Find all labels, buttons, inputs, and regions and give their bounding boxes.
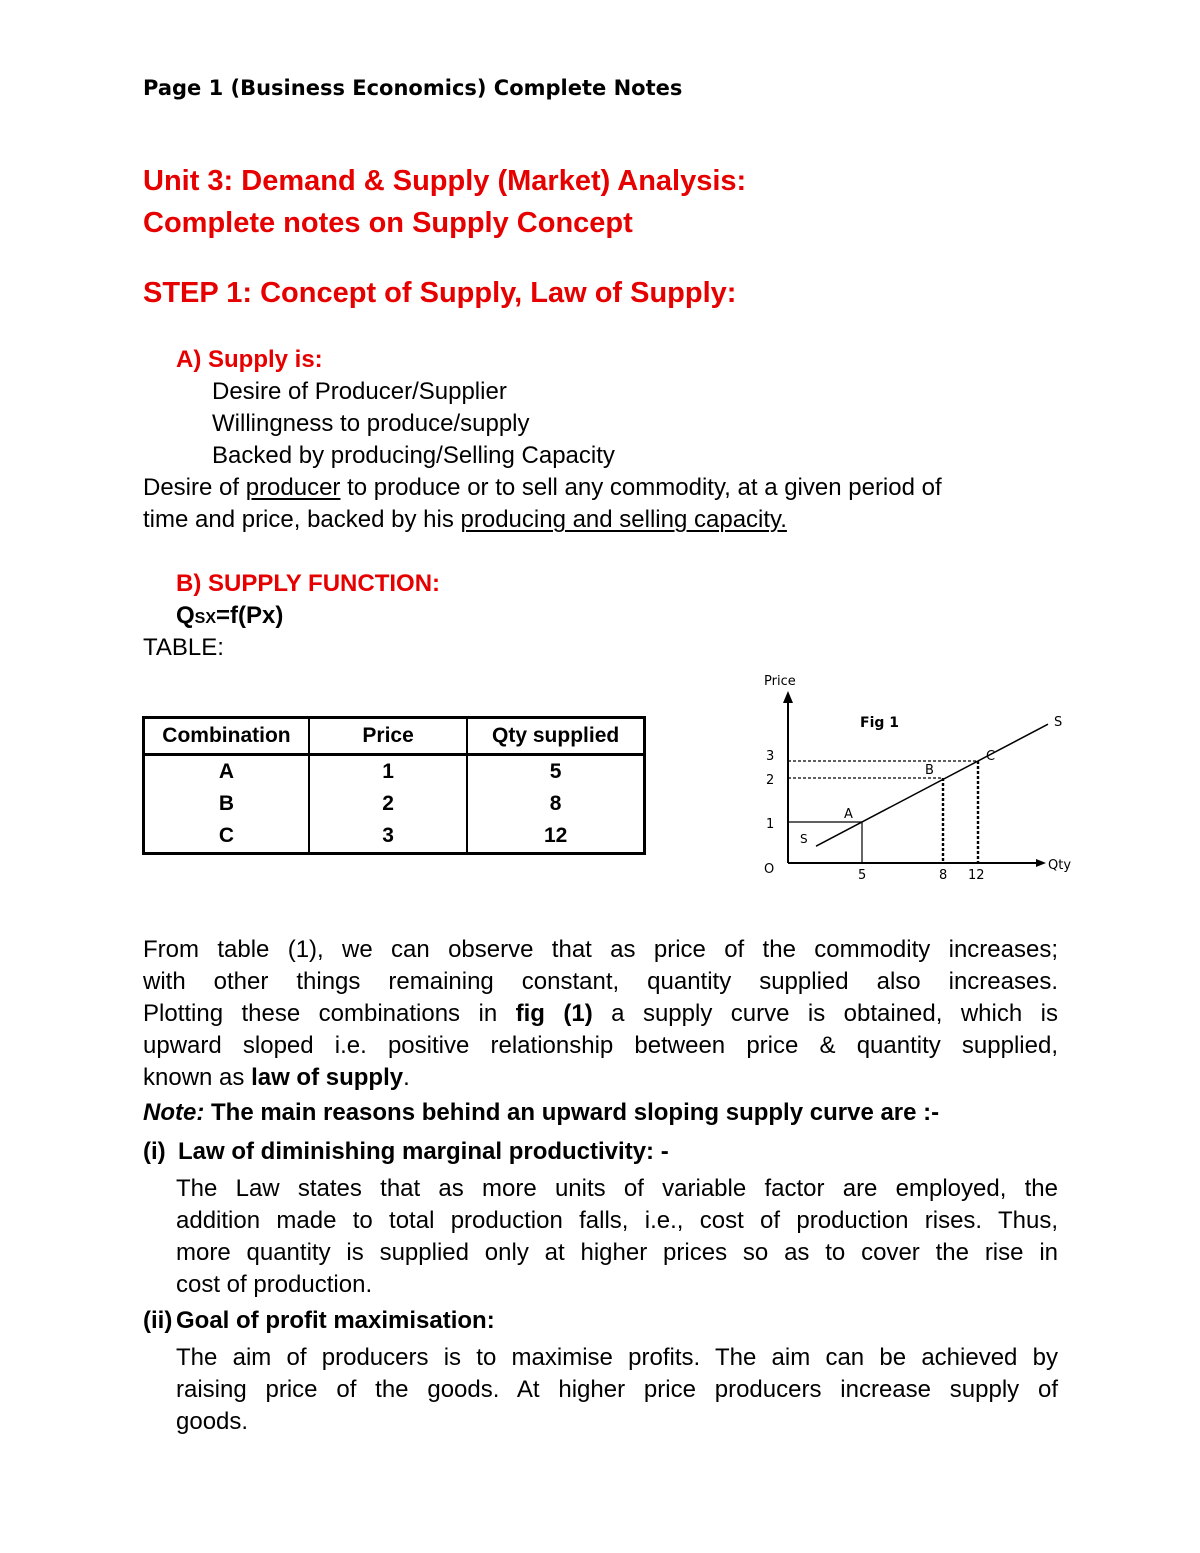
x-axis-arrow-icon bbox=[1036, 859, 1046, 867]
supply-schedule-table bbox=[142, 716, 646, 855]
reason-line: The aim of producers is to maximise profits. The aim can be achieved by bbox=[176, 1344, 1058, 1371]
unit-subtitle: Complete notes on Supply Concept bbox=[143, 207, 633, 239]
supply-item: Willingness to produce/supply bbox=[212, 410, 530, 437]
table-cell: A bbox=[144, 755, 309, 789]
page-header: Page 1 (Business Economics) Complete Notes bbox=[143, 76, 683, 100]
table-row bbox=[144, 755, 645, 789]
para-line: with other things remaining constant, quantity supplied also increases. bbox=[143, 968, 1058, 995]
note-label: Note: bbox=[143, 1099, 205, 1126]
law-of-supply-term: law of supply bbox=[251, 1064, 404, 1091]
supply-function-formula: QSX=f(Px) bbox=[176, 602, 284, 629]
underlined-term: producing and selling capacity. bbox=[460, 506, 787, 533]
point-label: B bbox=[925, 763, 934, 778]
note-line: Note: The main reasons behind an upward sloping supply curve are :- bbox=[143, 1099, 940, 1126]
table-row bbox=[144, 820, 645, 854]
supply-curve-line bbox=[816, 724, 1048, 846]
reason-line: raising price of the goods. At higher price producers increase supply of bbox=[176, 1376, 1058, 1403]
reason-heading: Law of diminishing marginal productivity: - bbox=[178, 1138, 669, 1165]
fig-reference: fig (1) bbox=[515, 1000, 593, 1027]
table-cell: 3 bbox=[309, 820, 467, 854]
para-line: known as law of supply. bbox=[143, 1064, 410, 1091]
x-tick-label: 8 bbox=[939, 868, 948, 883]
table-cell: C bbox=[144, 820, 309, 854]
y-axis-arrow-icon bbox=[783, 691, 793, 703]
y-tick-label: 3 bbox=[766, 749, 775, 764]
table-cell: 12 bbox=[467, 820, 644, 854]
table-cell: 2 bbox=[309, 788, 467, 820]
y-tick-label: 2 bbox=[766, 773, 775, 788]
table-cell: B bbox=[144, 788, 309, 820]
x-tick-label: 5 bbox=[858, 868, 867, 883]
para-line: Plotting these combinations in fig (1) a supply curve is obtained, which is bbox=[143, 1000, 1058, 1027]
reason-line: more quantity is supplied only at higher prices so as to cover the rise in bbox=[176, 1239, 1058, 1266]
unit-title: Unit 3: Demand & Supply (Market) Analysis: bbox=[143, 165, 747, 197]
reason-heading: Goal of profit maximisation: bbox=[176, 1307, 495, 1334]
table-cell: 1 bbox=[309, 755, 467, 789]
curve-label-top: S bbox=[1054, 715, 1063, 731]
section-b-heading: B) SUPPLY FUNCTION: bbox=[176, 570, 441, 597]
reason-line: The Law states that as more units of variable factor are employed, the bbox=[176, 1175, 1058, 1202]
underlined-term: producer bbox=[245, 474, 341, 501]
origin-label: O bbox=[764, 862, 775, 877]
table-label: TABLE: bbox=[143, 634, 224, 661]
reason-number: (i) bbox=[143, 1138, 166, 1165]
para-line: upward sloped i.e. positive relationship between price & quantity supplied, bbox=[143, 1032, 1058, 1059]
y-tick-label: 1 bbox=[766, 817, 775, 832]
reason-line: cost of production. bbox=[176, 1271, 373, 1298]
table-cell: 8 bbox=[467, 788, 644, 820]
reason-line: addition made to total production falls, i.e., cost of production rises. Thus, bbox=[176, 1207, 1058, 1234]
point-label: C bbox=[986, 749, 996, 764]
point-label: A bbox=[844, 807, 853, 822]
figure-title: Fig 1 bbox=[860, 715, 899, 731]
table-header-cell: Combination bbox=[144, 718, 309, 755]
y-axis-label: Price bbox=[764, 674, 796, 689]
supply-item: Desire of Producer/Supplier bbox=[212, 378, 507, 405]
supply-definition-line2: time and price, backed by his producing and selling capacity. bbox=[143, 506, 787, 533]
curve-label-bottom: S bbox=[800, 832, 808, 846]
supply-curve-figure bbox=[740, 665, 1100, 890]
x-axis-label: Qty bbox=[1048, 858, 1072, 873]
reason-number: (ii) bbox=[143, 1307, 173, 1334]
section-a-heading: A) Supply is: bbox=[176, 346, 323, 373]
table-header-row bbox=[144, 718, 645, 755]
para-line: From table (1), we can observe that as price of the commodity increases; bbox=[143, 936, 1058, 963]
table-row bbox=[144, 788, 645, 820]
supply-item: Backed by producing/Selling Capacity bbox=[212, 442, 615, 469]
table-header-cell: Price bbox=[309, 718, 467, 755]
reason-line: goods. bbox=[176, 1408, 249, 1435]
x-tick-label: 12 bbox=[968, 868, 985, 883]
supply-definition-line1: Desire of producer to produce or to sell any commodity, at a given period of bbox=[143, 474, 942, 501]
table-cell: 5 bbox=[467, 755, 644, 789]
step-heading: STEP 1: Concept of Supply, Law of Supply: bbox=[143, 277, 737, 309]
table-header-cell: Qty supplied bbox=[467, 718, 644, 755]
